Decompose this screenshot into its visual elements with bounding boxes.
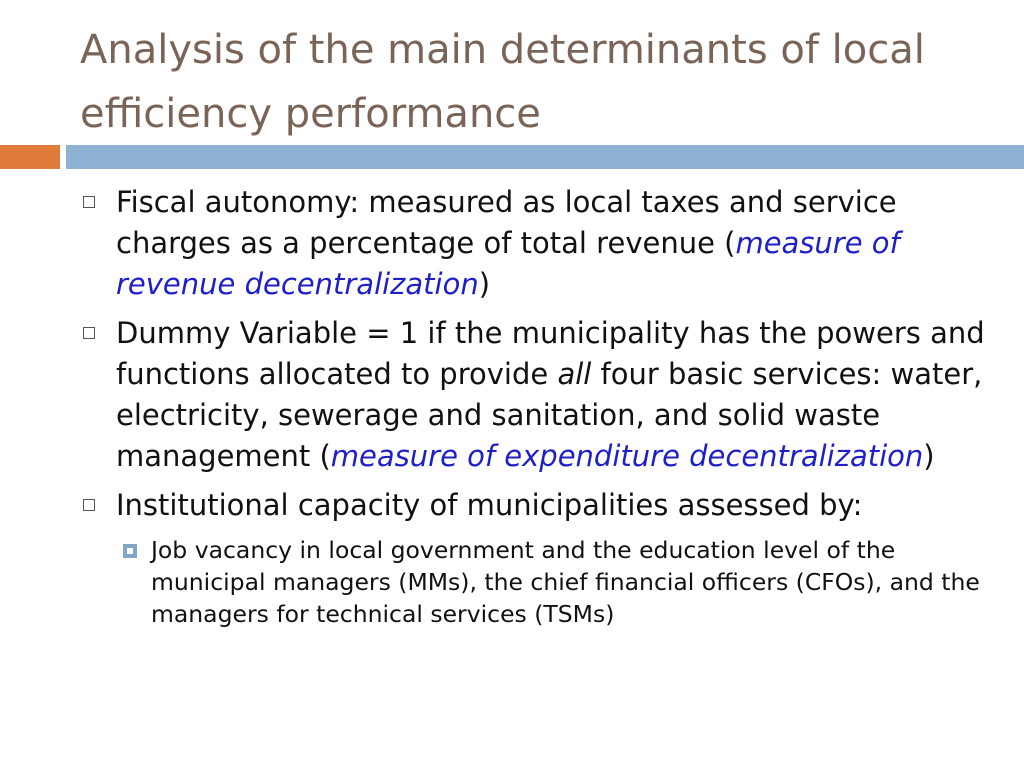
square-bullet-icon	[83, 327, 95, 339]
bullet-highlight: measure of revenue decentralization	[116, 226, 900, 301]
bullet-highlight: measure of expenditure decentralization	[330, 439, 924, 473]
bullet-text-closing: )	[923, 439, 935, 473]
title-divider-bar	[66, 145, 1024, 169]
bullet-text: Institutional capacity of municipalities assessed by:	[116, 488, 863, 522]
sub-bullet-text: Job vacancy in local government and the education level of the municipal managers (MMs), the chief financial officers (CFOs), and the managers for technical services (TSMs)	[151, 536, 980, 628]
sub-bullet-item-job-vacancy	[116, 534, 1000, 630]
bullet-text-continued: four basic services: water, electricity, sewerage and sanitation, and solid waste management (	[116, 357, 983, 473]
filled-square-bullet-icon	[123, 544, 137, 558]
bullet-item-dummy-variable	[80, 313, 1000, 477]
bullet-text: Dummy Variable = 1 if the municipality has the powers and functions allocated to provide	[116, 316, 985, 391]
bullet-emphasis: all	[557, 357, 592, 391]
bullet-item-fiscal-autonomy	[80, 182, 1000, 305]
bullet-text: Fiscal autonomy: measured as local taxes and service charges as a percentage of total revenue (	[116, 185, 897, 260]
slide-content	[80, 182, 1000, 630]
title-accent-bar	[0, 145, 60, 169]
square-bullet-icon	[83, 196, 95, 208]
square-bullet-icon	[83, 499, 95, 511]
slide-title: Analysis of the main determinants of local efficiency performance	[80, 27, 925, 137]
bullet-item-institutional-capacity	[80, 485, 1000, 526]
bullet-text-closing: )	[478, 267, 491, 301]
